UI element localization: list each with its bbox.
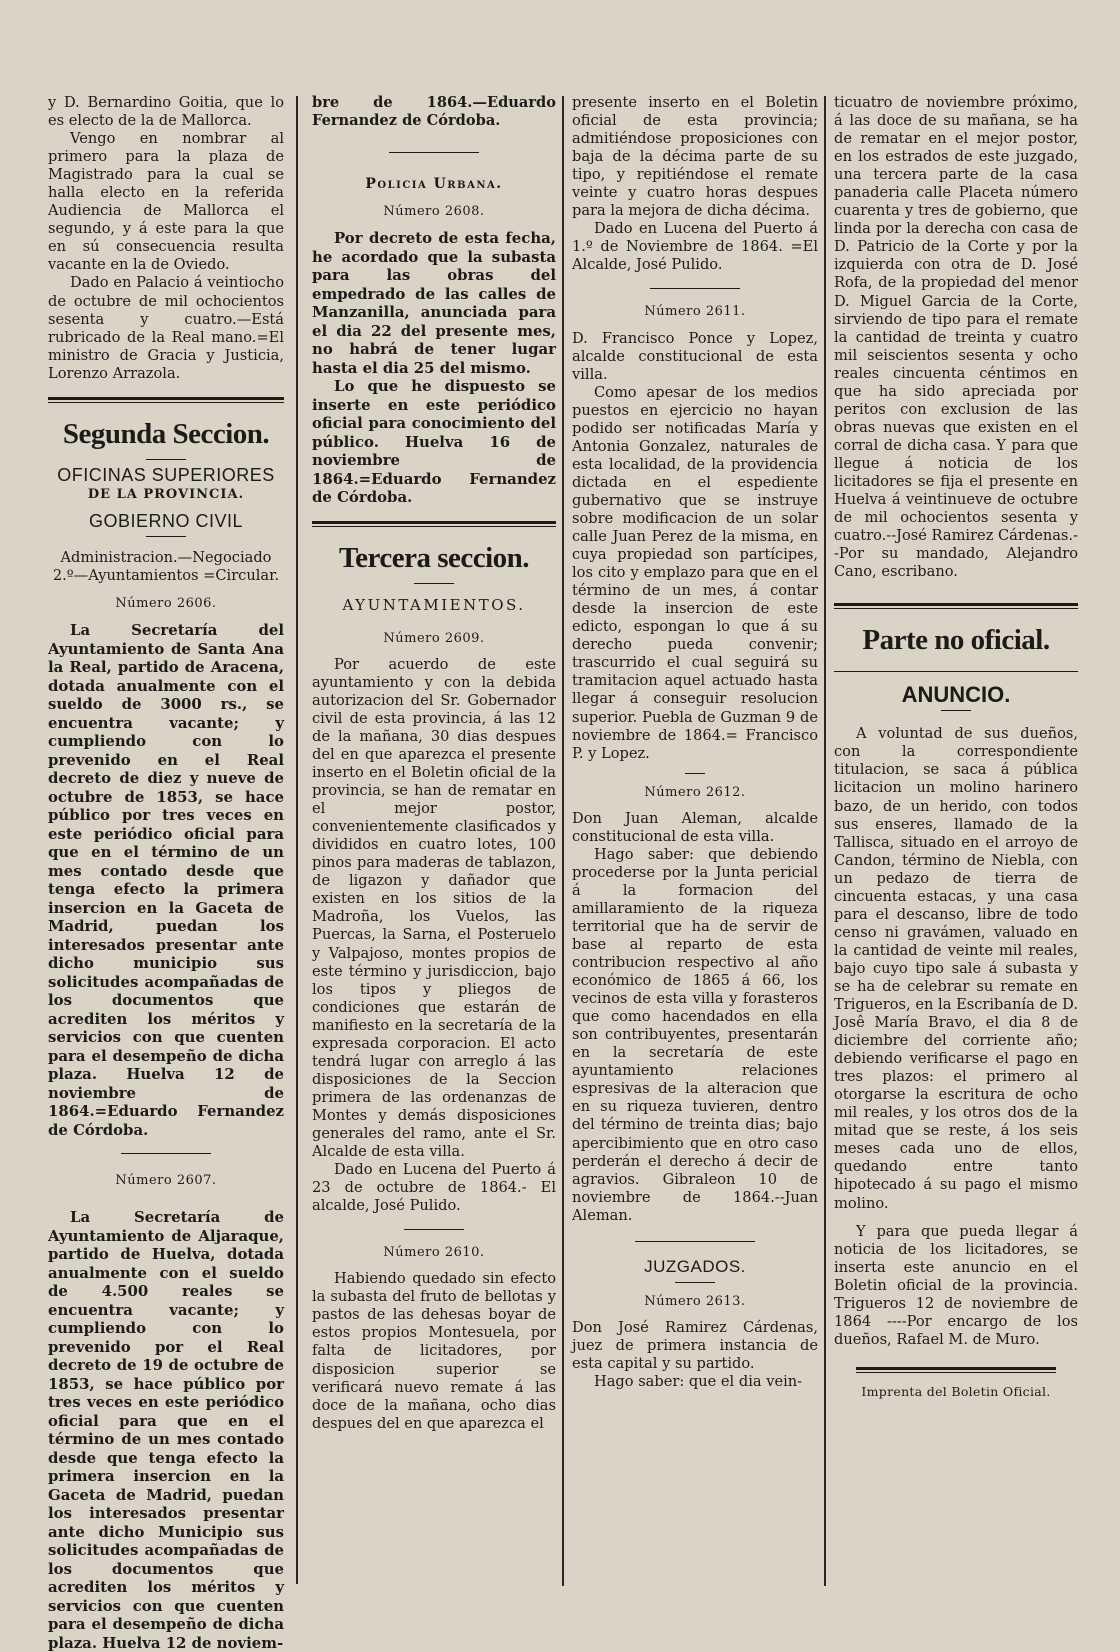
notice-heading: D. Francisco Ponce y Lopez, alcalde constitucional de esta villa. xyxy=(572,329,818,383)
section-rule xyxy=(48,397,284,403)
column-2 xyxy=(312,94,556,1433)
notice-text: Habiendo quedado sin efecto la subasta del fruto de bellotas y pastos de las dehesas boyar de estos propios Montesuela, por falta de licitadores, por disposicion superior se verificará nuevo remate á las doce de la mañana, ocho dias despues del en que aparezca el xyxy=(312,1270,556,1432)
divider xyxy=(941,710,971,711)
admin-line: Administracion.—Negociado 2.º—Ayuntamientos =Circular. xyxy=(52,548,280,584)
notice-text: Dado en Lucena del Puerto á 23 de octubre de 1864.- El alcalde, José Pulido. xyxy=(312,1161,556,1215)
notice-text: Por acuerdo de este ayuntamiento y con la debida autorizacion del Sr. Gobernador civil de esta provincia, á las 12 de la mañana, 30 dias despues del en que aparezca el presente inserto en el Boletin oficial de la provincia, se han de rematar en el mejor postor, convenientemente clasificados y divididos en cuatro lotes, 100 pinos para maderas de tablazon, de ligazon y dañador que existen en los sitios de la Madroña, los Vuelos, las Puercas, la Sarna, el Posteruelo y Valpajoso, montes propios de este término y jurisdiccion, bajo los tipos y pliegos de condiciones que estarán de manifiesto en la secretaría de la expresada corporacion. El acto tendrá lugar con arreglo á las disposiciones de la Seccion primera de las ordenanzas de Montes y demás disposiciones generales del ramo, ante el Sr. Alcalde de esta villa. xyxy=(312,655,556,1161)
notice-text: Hago saber: que el dia vein- xyxy=(594,1373,803,1390)
divider xyxy=(146,536,186,537)
divider xyxy=(121,1153,211,1154)
imprenta-footer: Imprenta del Boletin Oficial. xyxy=(861,1383,1051,1399)
column-4 xyxy=(834,94,1078,1401)
paragraph: Vengo en nombrar al primero para la plaza de Magistrado para la cual se halla electo en la referida Audiencia de Mallorca el segundo, y á este para la que en sú consecuencia resulta vacante en la de Oviedo. xyxy=(48,130,284,274)
column-divider xyxy=(562,96,564,1586)
notice-text: ticuatro de noviembre próximo, á las doce de su mañana, se ha de rematar en el mejor postor, en los estrados de este juzgado, una tercera parte de la casa panaderia calle Placeta número cuarenta y tres de gobierno, que linda por la derecha con casa de D. Patricio de la Corte y por la izquierda con otra de D. José Rofa, de la propiedad del menor D. Miguel Garcia de la Corte, sirviendo de tipo para el remate la cantidad de treinta y cuatro mil seiscientos sesenta y ocho reales cincuenta céntimos en que ha sido apreciada por peritos con exclusion de las obras nuevas que existen en el corral de dicha casa. Y para que llegue á noticia de los licitadores se fija el presente en Huelva á veintinueve de octubre de mil ochocientos sesenta y cuatro.--José Ramirez Cárdenas.--Por su mandado, Alejandro Cano, escribano. xyxy=(834,94,1078,581)
juzgados-heading: JUZGADOS. xyxy=(644,1256,746,1276)
section-rule xyxy=(312,521,556,527)
divider xyxy=(834,671,1078,672)
paragraph: bre de 1864.—Eduardo Fernandez de Córdoba. xyxy=(312,94,556,130)
notice-text: La Secretaría del Ayuntamiento de Santa Ana la Real, partido de Aracena, dotada anualmente con el sueldo de 3000 rs., se encuentra vacante; y cumpliendo con lo prevenido en el Real decreto de diez y nueve de octubre de 1853, se hace público por tres veces en este periódico oficial para que en el término de un mes contado desde que tenga efecto la primera insercion en la Gaceta de Madrid, puedan los interesados presentar ante dicho municipio sus solicitudes acompañadas de los documentos que acrediten los méritos y servicios con que cuenten para el desempeño de dicha plaza. Huelva 12 de noviembre de 1864.=Eduardo Fernandez de Córdoba. xyxy=(48,621,284,1139)
notice-text: La Secretaría de Ayuntamiento de Aljaraque, partido de Huelva, dotada anualmente con el sueldo de 4.500 reales se encuentra vacante; y cumpliendo con lo prevenido por el Real decreto de 19 de octubre de 1853, se hace público por tres veces en este periódico oficial para que en el término de un mes contado desde que tenga efecto la primera insercion en la Gaceta de Madrid, puedan los interesados presentar ante dicho Municipio sus solicitudes acompañadas de los documentos que acrediten los méritos y servicios con que cuenten para el desempeño de dicha plaza. Huelva 12 de noviem- xyxy=(48,1208,284,1652)
notice-text: Hago saber: que debiendo procederse por la Junta pericial á la formacion del amillaramiento de la riqueza territorial que ha de servir de base al reparto de esta contribucion respectivo al año económico de 1865 á 66, los vecinos de esta villa y forasteros que como hacendados en ella son contribuyentes, presentarán en la secretaría de este ayuntamiento relaciones espresivas de la alteracion que en su riqueza tuvieren, dentro del término de treinta dias; bajo apercibimiento que en otro caso perderán el derecho á decir de agravios. Gibraleon 10 de noviembre de 1864.--Juan Aleman. xyxy=(572,845,818,1224)
notice-number: Número 2608. xyxy=(383,204,485,220)
anuncio-heading: ANUNCIO. xyxy=(901,682,1011,708)
notice-heading: Don José Ramirez Cárdenas, juez de primera instancia de esta capital y su partido. xyxy=(572,1318,818,1372)
notice-text: Dado en Lucena del Puerto á 1.º de Noviembre de 1864. =El Alcalde, José Pulido. xyxy=(572,220,818,274)
column-divider xyxy=(296,96,298,1584)
notice-number: Número 2612. xyxy=(644,784,746,800)
notice-number: Número 2611. xyxy=(644,304,746,320)
notice-text: Por decreto de esta fecha, he acordado que la subasta para las obras del empedrado de las calles de Manzanilla, anunciada para el dia 22 del presente mes, no habrá de tener lugar hasta el dia 25 del mismo. xyxy=(312,229,556,377)
divider xyxy=(675,1282,715,1283)
paragraph: Dado en Palacio á veintiocho de octubre de mil ochocientos sesenta y cuatro.—Está rubricado de la Real mano.=El ministro de Gracia y Justicia, Lorenzo Arrazola. xyxy=(48,274,284,382)
section-title: Segunda Seccion. xyxy=(62,417,270,450)
office-title: OFICINAS SUPERIORES xyxy=(57,464,275,485)
paragraph: y D. Bernardino Goitia, que lo es electo de la de Mallorca. xyxy=(48,94,284,130)
divider xyxy=(685,773,705,774)
notice-text: Lo que he dispuesto se inserte en este periódico oficial para conocimiento del público. Huelva 16 de noviembre de 1864.=Eduardo Fernandez de Córdoba. xyxy=(312,377,556,507)
column-3 xyxy=(572,94,818,1391)
notice-text: A voluntad de sus dueños, con la correspondiente titulacion, se saca á pública licitacion un molino harinero bazo, de un herido, con todos sus enseres, llamado de la Tallisca, situado en el arroyo de Candon, término de Niebla, con un pedazo de tierra de cincuenta estacas, y una casa para el descanso, libre de todo censo ni gravámen, valuado en la cantidad de veinte mil reales, bajo cuyo tipo sale á subasta y se ha de celebrar su remate en Trigueros, en la Escribanía de D. Josê María Bravo, el dia 8 de diciembre del corriente año; debiendo verificarse el pago en tres plazos: el primero al otorgarse la escritura de ocho mil reales, y los otros dos de la mitad que se reste, á los seis meses cada uno de ellos, quedando entre tanto hipotecado á su pago el mismo molino. xyxy=(834,725,1078,1212)
notice-number: Número 2610. xyxy=(383,1245,485,1261)
divider xyxy=(650,288,740,289)
ayuntamientos-heading: AYUNTAMIENTOS. xyxy=(342,595,526,614)
notice-text: Y para que pueda llegar á noticia de los licitadores, se inserta este anuncio en el Boletin oficial de la provincia. Trigueros 12 de noviembre de 1864 ----Por encargo de los dueños, Rafael M. de Muro. xyxy=(834,1222,1078,1348)
divider xyxy=(389,152,479,153)
column-1 xyxy=(48,94,284,1652)
notice-number: Número 2609. xyxy=(383,630,485,646)
column-divider xyxy=(824,96,826,1586)
section-title: Parte no oficial. xyxy=(862,624,1050,657)
office-subtitle: DE LA PROVINCIA. xyxy=(87,486,245,502)
divider xyxy=(146,459,186,460)
notice-number: Número 2613. xyxy=(644,1293,746,1309)
divider xyxy=(414,583,454,584)
footer-rule xyxy=(856,1367,1056,1373)
section-rule xyxy=(834,603,1078,609)
notice-text: Como apesar de los medios puestos en ejercicio no hayan podido ser notificadas María y Antonia Gonzalez, naturales de esta localidad, de la providencia dictada en el espediente gubernativo que se instruye sobre modificacion de un solar calle Juan Perez de la misma, en cuya propiedad son partícipes, los cito y emplazo para que en el término de un mes, á contar desde la insercion de este edicto, espongan lo que á su derecho pueda convenir; trascurrido el cual seguirá su tramitacion aquel actuado hasta llegar á conseguir resolucion superior. Puebla de Guzman 9 de noviembre de 1864.= Francisco P. y Lopez. xyxy=(572,383,818,762)
gov-title: GOBIERNO CIVIL xyxy=(88,510,244,531)
divider xyxy=(404,1229,464,1230)
policia-heading: Policia Urbana. xyxy=(365,176,503,193)
notice-text: presente inserto en el Boletin oficial de esta provincia; admitiéndose proposiciones con baja de la décima parte de su tipo, y repitiéndose el remate veinte y cuatro horas despues para la mejora de dicha décima. xyxy=(572,94,818,220)
section-title: Tercera seccion. xyxy=(338,541,530,574)
notice-number: Número 2606. xyxy=(115,595,217,611)
divider xyxy=(635,1241,755,1242)
notice-number: Número 2607. xyxy=(115,1173,217,1189)
notice-heading: Don Juan Aleman, alcalde constitucional de esta villa. xyxy=(572,809,818,845)
